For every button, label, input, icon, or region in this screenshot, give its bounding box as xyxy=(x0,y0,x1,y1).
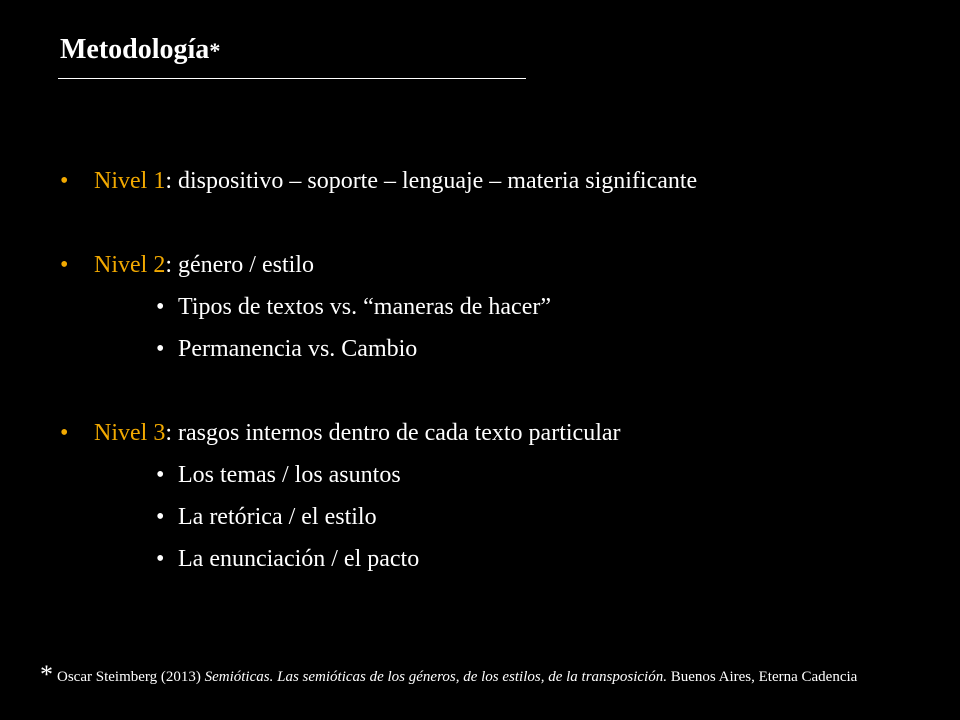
bullet-text: dispositivo – soporte – lenguaje – materia significante xyxy=(178,168,698,194)
bullet-text: rasgos internos dentro de cada texto particular xyxy=(178,420,621,446)
bullet-icon: • xyxy=(60,168,69,194)
bullet-text: La enunciación / el pacto xyxy=(178,546,420,572)
slide-title-text: Metodología xyxy=(60,34,210,65)
footnote-author: Oscar Steimberg (2013) xyxy=(57,669,205,685)
title-footnote-marker: * xyxy=(209,38,221,63)
bullet-text: Tipos de textos vs. “maneras de hacer” xyxy=(178,294,552,320)
level-separator: : xyxy=(165,420,178,446)
sub-bullet-permanencia xyxy=(156,335,417,363)
bullet-level-1 xyxy=(60,167,697,195)
bullet-icon: • xyxy=(60,252,69,278)
bullet-level-3 xyxy=(60,419,621,447)
bullet-icon: • xyxy=(156,462,165,488)
footnote-work-title: Semióticas. Las semióticas de los géneros, de los estilos, de la transposición. xyxy=(204,669,667,685)
bullet-icon: • xyxy=(156,504,165,530)
bullet-icon: • xyxy=(156,546,165,572)
title-underline xyxy=(58,78,526,79)
footnote xyxy=(40,660,955,689)
level-label: Nivel 2 xyxy=(94,252,166,278)
sub-bullet-retorica xyxy=(156,503,377,531)
bullet-level-2 xyxy=(60,251,314,279)
bullet-text: Permanencia vs. Cambio xyxy=(178,336,418,362)
level-separator: : xyxy=(165,252,178,278)
footnote-publisher: Buenos Aires, Eterna Cadencia xyxy=(666,669,858,685)
footnote-marker: * xyxy=(40,660,53,689)
level-label: Nivel 3 xyxy=(94,420,166,446)
slide-title xyxy=(60,34,220,66)
level-separator: : xyxy=(165,168,178,194)
bullet-text: Los temas / los asuntos xyxy=(178,462,401,488)
bullet-icon: • xyxy=(156,336,165,362)
bullet-icon: • xyxy=(156,294,165,320)
bullet-text: La retórica / el estilo xyxy=(178,504,377,530)
bullet-icon: • xyxy=(60,420,69,446)
sub-bullet-enunciacion xyxy=(156,545,419,573)
level-label: Nivel 1 xyxy=(94,168,166,194)
sub-bullet-temas xyxy=(156,461,401,489)
sub-bullet-tipos xyxy=(156,293,551,321)
bullet-text: género / estilo xyxy=(178,252,314,278)
